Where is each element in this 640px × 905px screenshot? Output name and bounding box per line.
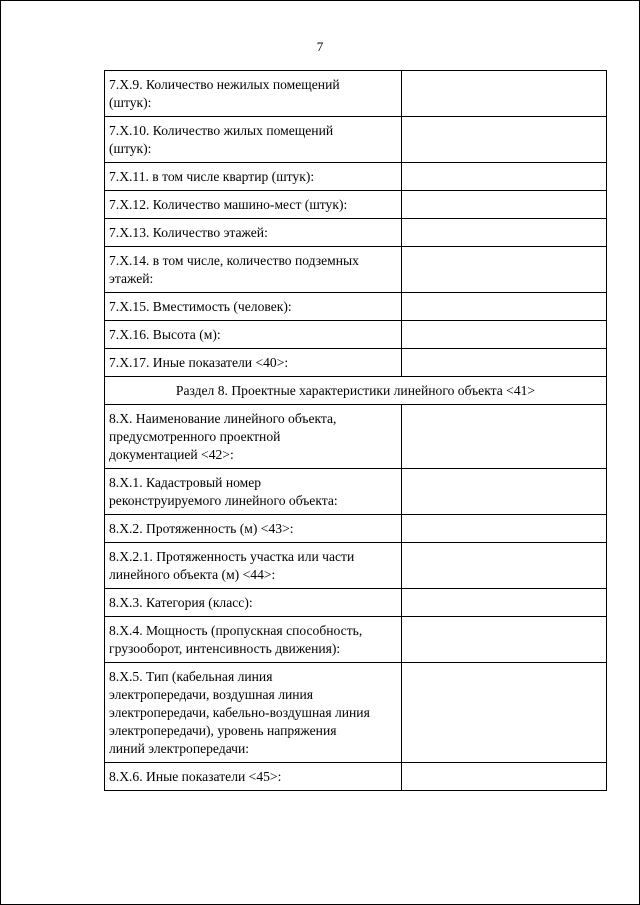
field-label [105, 663, 402, 763]
field-label-line: 8.X.4. Мощность (пропускная способность, [109, 623, 363, 638]
field-label-line: 8.X.6. Иные показатели <45>: [109, 769, 282, 784]
field-value-cell[interactable] [402, 543, 607, 589]
table-row [105, 469, 607, 515]
field-label-line: 7.X.12. Количество машино-мест (штук): [109, 197, 348, 212]
table-row [105, 405, 607, 469]
field-label-line: предусмотренного проектной [109, 429, 281, 444]
field-value-cell[interactable] [402, 617, 607, 663]
table-row [105, 219, 607, 247]
field-label-line: электропередачи), уровень напряжения [109, 723, 337, 738]
table-row [105, 543, 607, 589]
field-value-cell[interactable] [402, 515, 607, 543]
field-label-line: 7.X.13. Количество этажей: [109, 225, 268, 240]
table-row [105, 163, 607, 191]
field-label-line: (штук): [109, 141, 152, 156]
field-label-line: реконструируемого линейного объекта: [109, 493, 338, 508]
field-label-line: электропередачи, кабельно-воздушная линия [109, 705, 370, 720]
field-label [105, 589, 402, 617]
field-label-line: 8.X.3. Категория (класс): [109, 595, 253, 610]
field-label [105, 617, 402, 663]
table-row [105, 763, 607, 791]
field-label [105, 293, 402, 321]
table-row [105, 663, 607, 763]
field-label [105, 349, 402, 377]
field-label-line: линий электропередачи: [109, 741, 250, 756]
form-table [104, 70, 607, 791]
field-value-cell[interactable] [402, 247, 607, 293]
field-label-line: 7.X.11. в том числе квартир (штук): [109, 169, 315, 184]
field-value-cell[interactable] [402, 663, 607, 763]
field-label [105, 219, 402, 247]
field-label [105, 515, 402, 543]
field-value-cell[interactable] [402, 163, 607, 191]
field-label-line: 8.X.1. Кадастровый номер [109, 475, 262, 490]
table-row [105, 247, 607, 293]
field-label [105, 163, 402, 191]
field-label [105, 117, 402, 163]
section-header-row [105, 377, 607, 405]
field-label [105, 321, 402, 349]
table-row [105, 589, 607, 617]
field-label-line: документацией <42>: [109, 447, 234, 462]
field-value-cell[interactable] [402, 405, 607, 469]
page-number: 7 [316, 39, 324, 54]
field-label-line: линейного объекта (м) <44>: [109, 567, 276, 582]
table-row [105, 515, 607, 543]
field-label-line: 8.X.2. Протяженность (м) <43>: [109, 521, 294, 536]
field-label-line: этажей: [109, 271, 154, 286]
field-value-cell[interactable] [402, 321, 607, 349]
field-label-line: 7.X.9. Количество нежилых помещений [109, 77, 340, 92]
table-row [105, 293, 607, 321]
table-row [105, 349, 607, 377]
field-label-line: электропередачи, воздушная линия [109, 687, 314, 702]
table-row [105, 617, 607, 663]
field-label [105, 543, 402, 589]
field-value-cell[interactable] [402, 191, 607, 219]
field-label [105, 71, 402, 117]
field-label-line: 8.X.5. Тип (кабельная линия [109, 669, 273, 684]
field-value-cell[interactable] [402, 71, 607, 117]
field-value-cell[interactable] [402, 293, 607, 321]
field-value-cell[interactable] [402, 469, 607, 515]
field-label-line: 7.X.17. Иные показатели <40>: [109, 355, 289, 370]
field-label [105, 247, 402, 293]
field-label-line: 7.X.10. Количество жилых помещений [109, 123, 334, 138]
field-label-line: 7.X.14. в том числе, количество подземных [109, 253, 359, 268]
field-value-cell[interactable] [402, 117, 607, 163]
field-label-line: 7.X.15. Вместимость (человек): [109, 299, 292, 314]
table-row [105, 71, 607, 117]
field-label [105, 405, 402, 469]
field-label-line: грузооборот, интенсивность движения): [109, 641, 341, 656]
table-row [105, 191, 607, 219]
field-value-cell[interactable] [402, 219, 607, 247]
field-label [105, 763, 402, 791]
table-row [105, 117, 607, 163]
field-label-line: 7.X.16. Высота (м): [109, 327, 221, 342]
field-label-line: (штук): [109, 95, 152, 110]
table-row [105, 321, 607, 349]
field-label-line: 8.X. Наименование линейного объекта, [109, 411, 337, 426]
field-label-line: 8.X.2.1. Протяженность участка или части [109, 549, 355, 564]
section-title: Раздел 8. Проектные характеристики линейного объекта <41> [105, 377, 607, 405]
field-value-cell[interactable] [402, 349, 607, 377]
field-value-cell[interactable] [402, 589, 607, 617]
field-label [105, 191, 402, 219]
field-value-cell[interactable] [402, 763, 607, 791]
field-label [105, 469, 402, 515]
